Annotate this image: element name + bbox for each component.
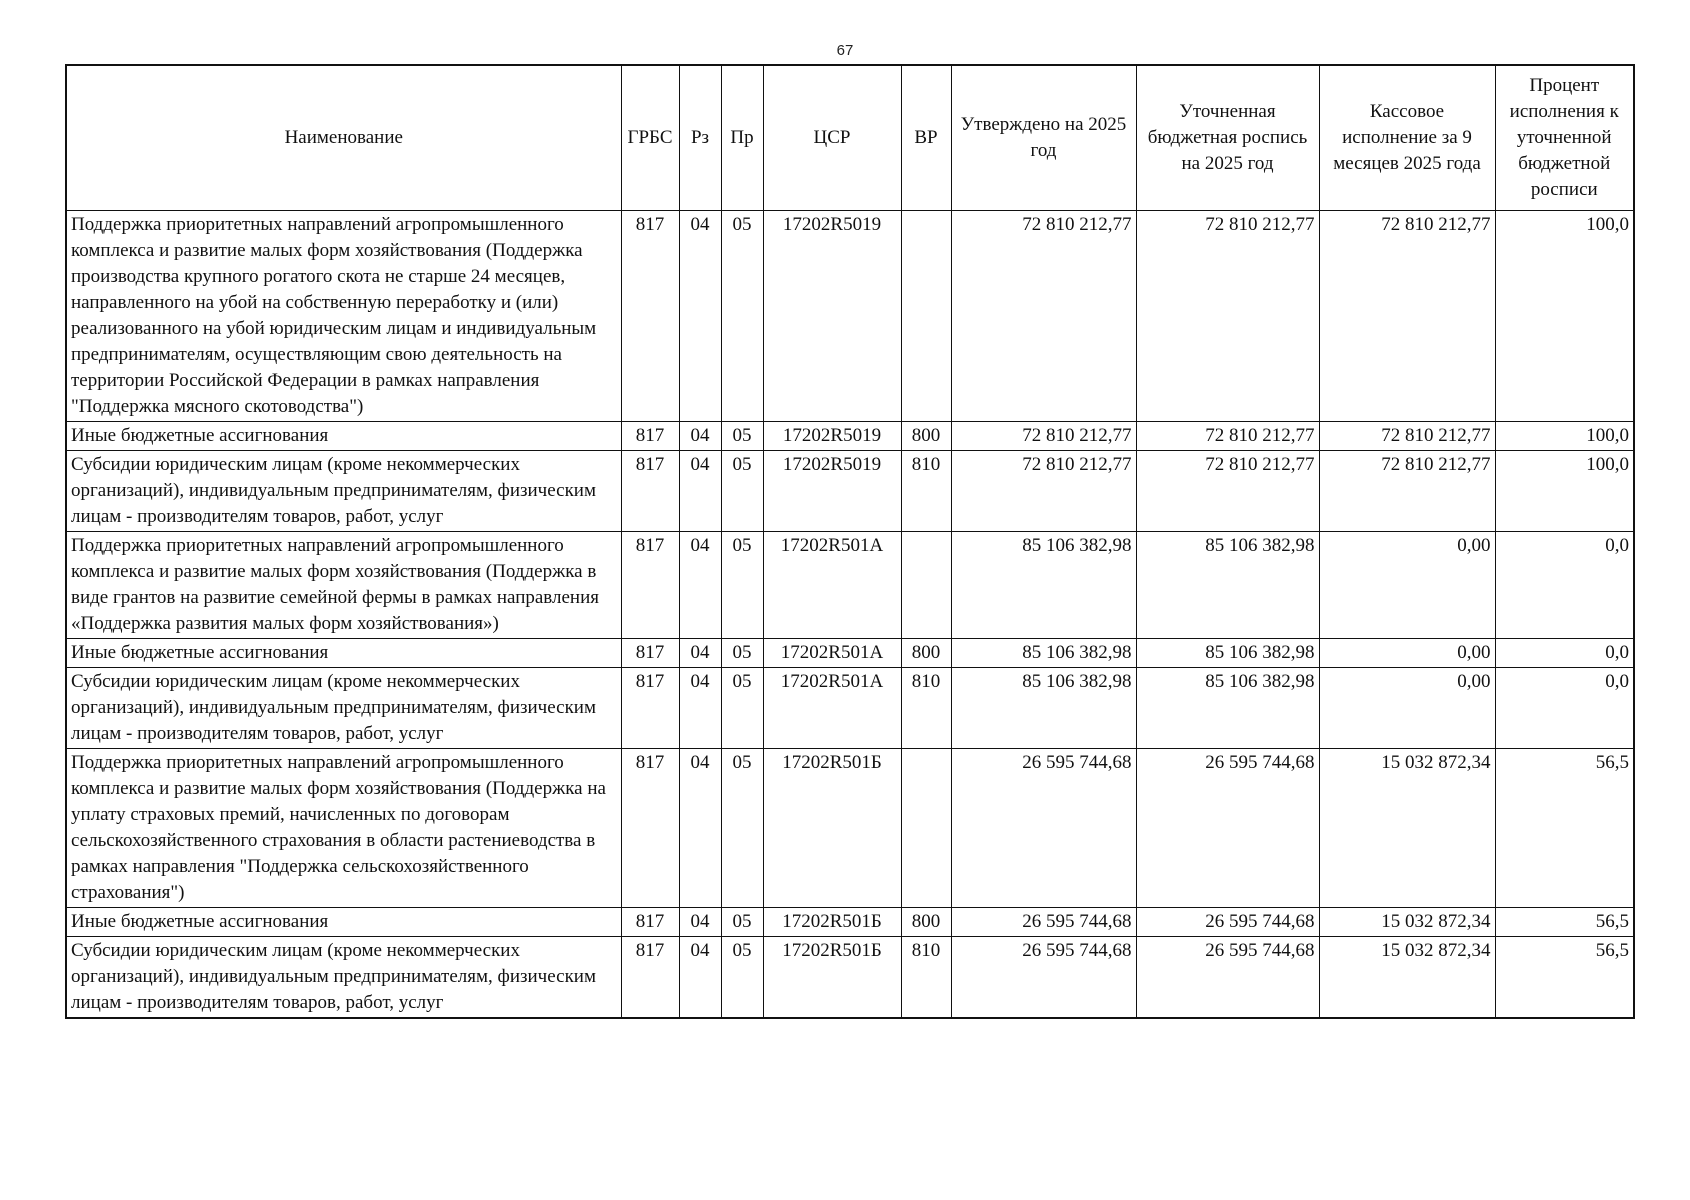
cell-csr: 17202R5019 [763,422,901,451]
table-row [66,451,1634,532]
cell-pr: 05 [721,451,763,532]
cell-pr: 05 [721,211,763,422]
cell-approved: 26 595 744,68 [951,749,1136,908]
header-percent: Процент исполнения к уточненной бюджетной росписи [1495,65,1634,211]
cell-cash: 0,00 [1319,532,1495,639]
cell-rz: 04 [679,211,721,422]
header-cash: Кассовое исполнение за 9 месяцев 2025 года [1319,65,1495,211]
cell-vr: 810 [901,451,951,532]
cell-csr: 17202R501Б [763,908,901,937]
cell-refined: 26 595 744,68 [1136,937,1319,1019]
cell-name: Иные бюджетные ассигнования [66,422,621,451]
cell-pr: 05 [721,668,763,749]
cell-grbs: 817 [621,908,679,937]
table-row [66,422,1634,451]
cell-refined: 85 106 382,98 [1136,532,1319,639]
cell-name: Иные бюджетные ассигнования [66,639,621,668]
cell-percent: 56,5 [1495,937,1634,1019]
cell-refined: 26 595 744,68 [1136,749,1319,908]
header-grbs: ГРБС [621,65,679,211]
cell-vr: 800 [901,422,951,451]
cell-percent: 56,5 [1495,749,1634,908]
cell-rz: 04 [679,937,721,1019]
cell-refined: 26 595 744,68 [1136,908,1319,937]
cell-pr: 05 [721,937,763,1019]
cell-percent: 56,5 [1495,908,1634,937]
table-row [66,211,1634,422]
cell-percent: 100,0 [1495,211,1634,422]
table-row [66,532,1634,639]
table-row [66,908,1634,937]
cell-vr [901,211,951,422]
cell-cash: 72 810 212,77 [1319,451,1495,532]
cell-percent: 0,0 [1495,668,1634,749]
cell-grbs: 817 [621,937,679,1019]
cell-csr: 17202R501А [763,639,901,668]
cell-cash: 0,00 [1319,639,1495,668]
cell-percent: 100,0 [1495,422,1634,451]
table-row [66,668,1634,749]
cell-grbs: 817 [621,749,679,908]
cell-name: Поддержка приоритетных направлений агропромышленного комплекса и развитие малых форм хозяйствования (Поддержка в виде грантов на развитие семейной фермы в рамках направления «Поддержка развития малых форм хозяйствования») [66,532,621,639]
cell-refined: 72 810 212,77 [1136,211,1319,422]
cell-pr: 05 [721,908,763,937]
cell-grbs: 817 [621,422,679,451]
cell-grbs: 817 [621,532,679,639]
cell-approved: 72 810 212,77 [951,451,1136,532]
cell-csr: 17202R501Б [763,937,901,1019]
cell-name: Иные бюджетные ассигнования [66,908,621,937]
cell-cash: 72 810 212,77 [1319,211,1495,422]
cell-pr: 05 [721,639,763,668]
cell-csr: 17202R5019 [763,451,901,532]
cell-grbs: 817 [621,668,679,749]
cell-approved: 85 106 382,98 [951,639,1136,668]
cell-pr: 05 [721,532,763,639]
cell-pr: 05 [721,749,763,908]
cell-rz: 04 [679,749,721,908]
budget-execution-table [65,64,1635,1019]
cell-name: Поддержка приоритетных направлений агропромышленного комплекса и развитие малых форм хозяйствования (Поддержка производства крупного рогатого скота не старше 24 месяцев, направленного на убой на собственную переработку и (или) реализованного на убой юридическим лицам и индивидуальным предпринимателям, осуществляющим свою деятельность на территории Российской Федерации в рамках направления "Поддержка мясного скотоводства") [66,211,621,422]
header-rz: Рз [679,65,721,211]
cell-csr: 17202R501А [763,668,901,749]
header-name: Наименование [66,65,621,211]
cell-approved: 85 106 382,98 [951,532,1136,639]
cell-pr: 05 [721,422,763,451]
cell-approved: 72 810 212,77 [951,422,1136,451]
cell-name: Поддержка приоритетных направлений агропромышленного комплекса и развитие малых форм хозяйствования (Поддержка на уплату страховых премий, начисленных по договорам сельскохозяйственного страхования в области растениеводства в рамках направления "Поддержка сельскохозяйственного страхования") [66,749,621,908]
cell-vr: 810 [901,668,951,749]
cell-cash: 72 810 212,77 [1319,422,1495,451]
cell-refined: 72 810 212,77 [1136,422,1319,451]
cell-grbs: 817 [621,211,679,422]
cell-cash: 15 032 872,34 [1319,749,1495,908]
cell-rz: 04 [679,908,721,937]
cell-name: Субсидии юридическим лицам (кроме некоммерческих организаций), индивидуальным предпринимателям, физическим лицам - производителям товаров, работ, услуг [66,937,621,1019]
cell-vr: 800 [901,908,951,937]
header-approved: Утверждено на 2025 год [951,65,1136,211]
cell-cash: 0,00 [1319,668,1495,749]
cell-vr: 810 [901,937,951,1019]
cell-name: Субсидии юридическим лицам (кроме некоммерческих организаций), индивидуальным предпринимателям, физическим лицам - производителям товаров, работ, услуг [66,668,621,749]
table-row [66,937,1634,1019]
cell-approved: 26 595 744,68 [951,937,1136,1019]
cell-vr [901,749,951,908]
cell-refined: 72 810 212,77 [1136,451,1319,532]
table-header-row [66,65,1634,211]
cell-rz: 04 [679,639,721,668]
cell-csr: 17202R5019 [763,211,901,422]
cell-percent: 0,0 [1495,639,1634,668]
cell-rz: 04 [679,668,721,749]
cell-cash: 15 032 872,34 [1319,908,1495,937]
cell-rz: 04 [679,422,721,451]
header-pr: Пр [721,65,763,211]
cell-approved: 26 595 744,68 [951,908,1136,937]
cell-rz: 04 [679,451,721,532]
cell-csr: 17202R501А [763,532,901,639]
cell-approved: 72 810 212,77 [951,211,1136,422]
cell-vr: 800 [901,639,951,668]
cell-approved: 85 106 382,98 [951,668,1136,749]
page-number: 67 [836,42,854,59]
cell-percent: 100,0 [1495,451,1634,532]
cell-vr [901,532,951,639]
cell-rz: 04 [679,532,721,639]
cell-grbs: 817 [621,451,679,532]
table-row [66,639,1634,668]
cell-csr: 17202R501Б [763,749,901,908]
cell-percent: 0,0 [1495,532,1634,639]
header-refined: Уточненная бюджетная роспись на 2025 год [1136,65,1319,211]
header-csr: ЦСР [763,65,901,211]
cell-name: Субсидии юридическим лицам (кроме некоммерческих организаций), индивидуальным предпринимателям, физическим лицам - производителям товаров, работ, услуг [66,451,621,532]
cell-refined: 85 106 382,98 [1136,639,1319,668]
cell-refined: 85 106 382,98 [1136,668,1319,749]
cell-cash: 15 032 872,34 [1319,937,1495,1019]
table-row [66,749,1634,908]
cell-grbs: 817 [621,639,679,668]
header-vr: ВР [901,65,951,211]
